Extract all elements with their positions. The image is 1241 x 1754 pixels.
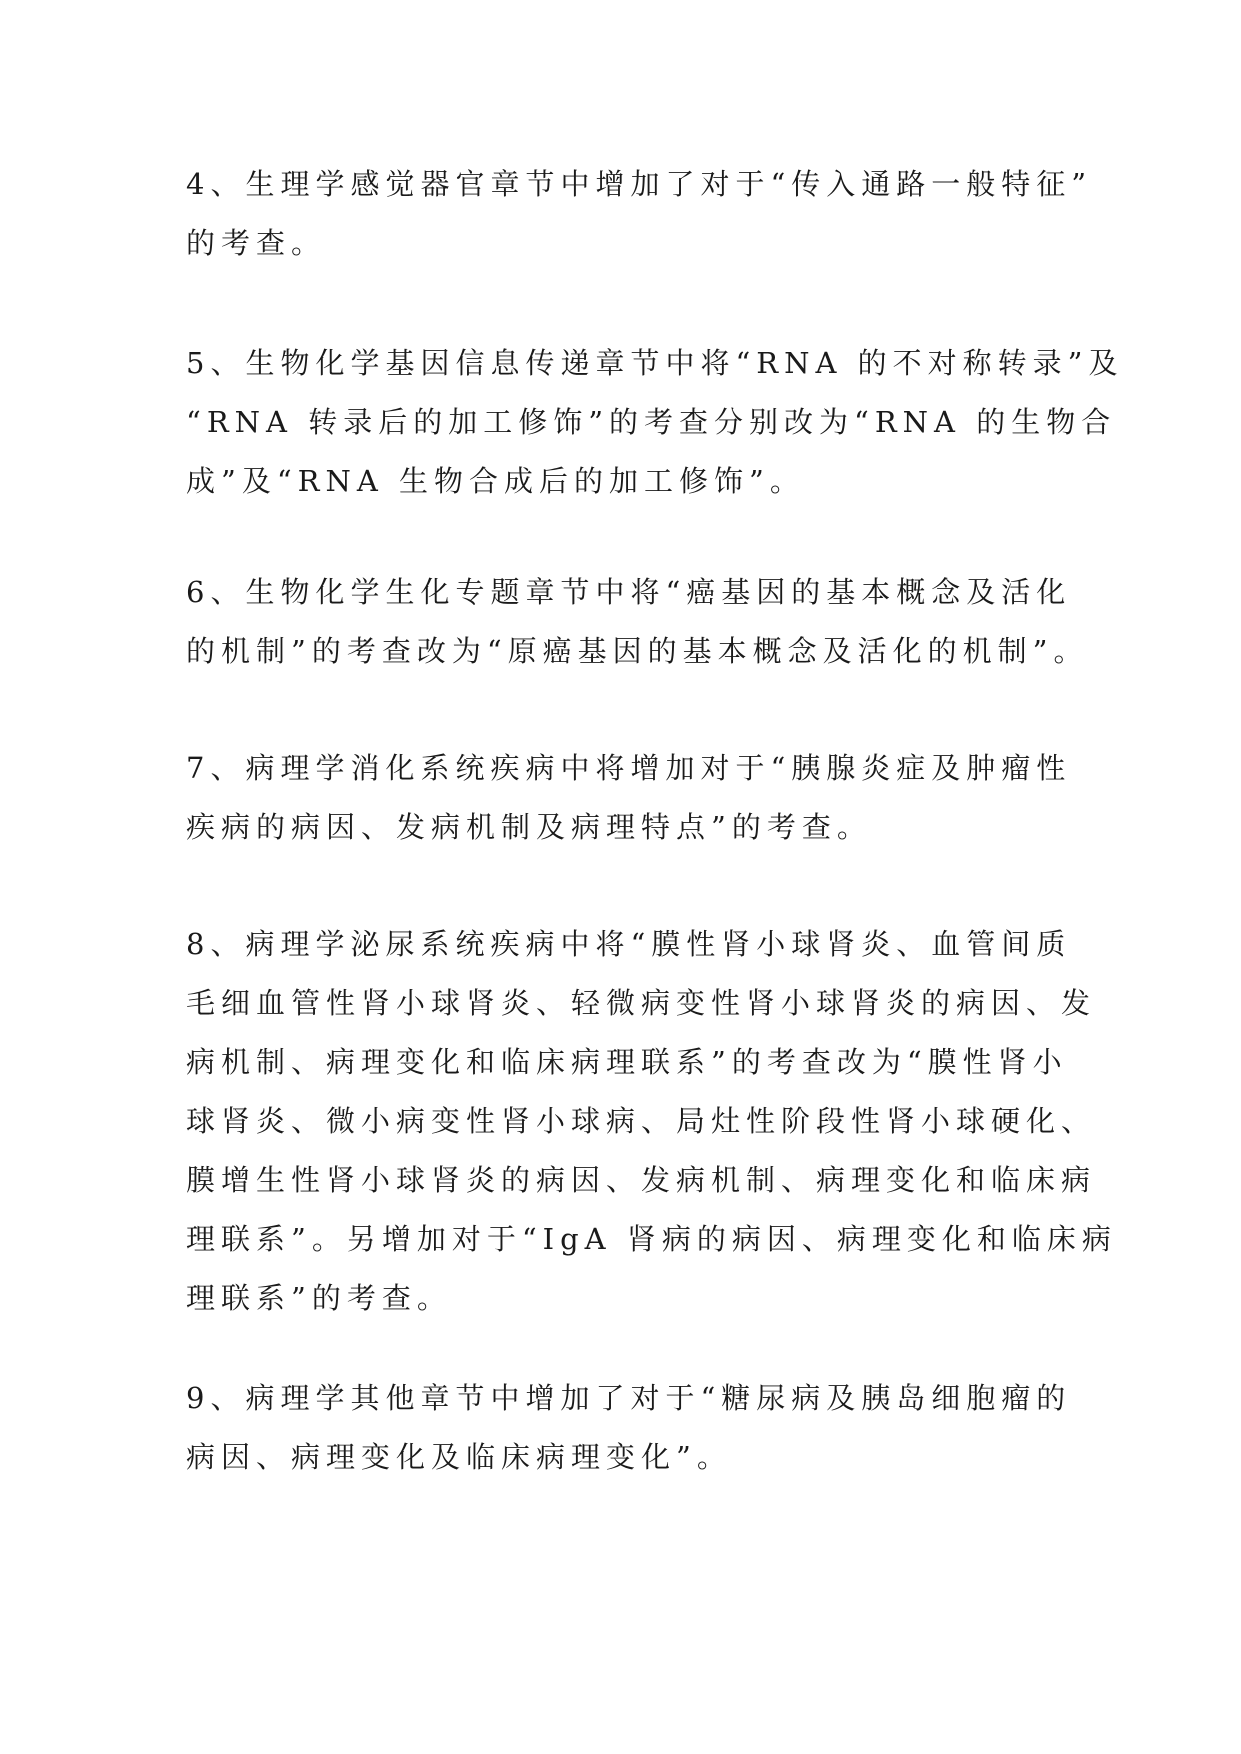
text-line: 6、生物化学生化专题章节中将“癌基因的基本概念及活化 (186, 575, 1072, 609)
text-line: 疾病的病因、发病机制及病理特点”的考查。 (186, 810, 872, 844)
paragraph-item-5 (186, 334, 1124, 511)
text-line: 理联系”。另增加对于“IgA 肾病的病因、病理变化和临床病 (186, 1222, 1117, 1256)
paragraph-item-4 (186, 155, 1093, 273)
paragraph-item-6 (186, 563, 1089, 681)
text-line: “RNA 转录后的加工修饰”的考查分别改为“RNA 的生物合 (186, 405, 1117, 439)
text-line: 球肾炎、微小病变性肾小球病、局灶性阶段性肾小球硬化、 (186, 1104, 1097, 1138)
text-line: 膜增生性肾小球肾炎的病因、发病机制、病理变化和临床病 (186, 1163, 1097, 1197)
text-line: 8、病理学泌尿系统疾病中将“膜性肾小球肾炎、血管间质 (186, 927, 1072, 961)
paragraph-item-8 (186, 915, 1117, 1328)
text-line: 病因、病理变化及临床病理变化”。 (186, 1440, 732, 1474)
paragraph-item-7 (186, 739, 1072, 857)
text-line: 5、生物化学基因信息传递章节中将“RNA 的不对称转录”及 (186, 346, 1124, 380)
text-line: 的考查。 (186, 226, 327, 260)
text-line: 7、病理学消化系统疾病中将增加对于“胰腺炎症及肿瘤性 (186, 751, 1072, 785)
paragraph-item-9 (186, 1369, 1072, 1487)
text-line: 4、生理学感觉器官章节中增加了对于“传入通路一般特征” (186, 167, 1093, 201)
text-line: 9、病理学其他章节中增加了对于“糖尿病及胰岛细胞瘤的 (186, 1381, 1072, 1415)
text-line: 毛细血管性肾小球肾炎、轻微病变性肾小球肾炎的病因、发 (186, 986, 1097, 1020)
text-line: 理联系”的考查。 (186, 1281, 452, 1315)
text-line: 成”及“RNA 生物合成后的加工修饰”。 (186, 464, 805, 498)
text-line: 的机制”的考查改为“原癌基因的基本概念及活化的机制”。 (186, 634, 1089, 668)
text-line: 病机制、病理变化和临床病理联系”的考查改为“膜性肾小 (186, 1045, 1068, 1079)
